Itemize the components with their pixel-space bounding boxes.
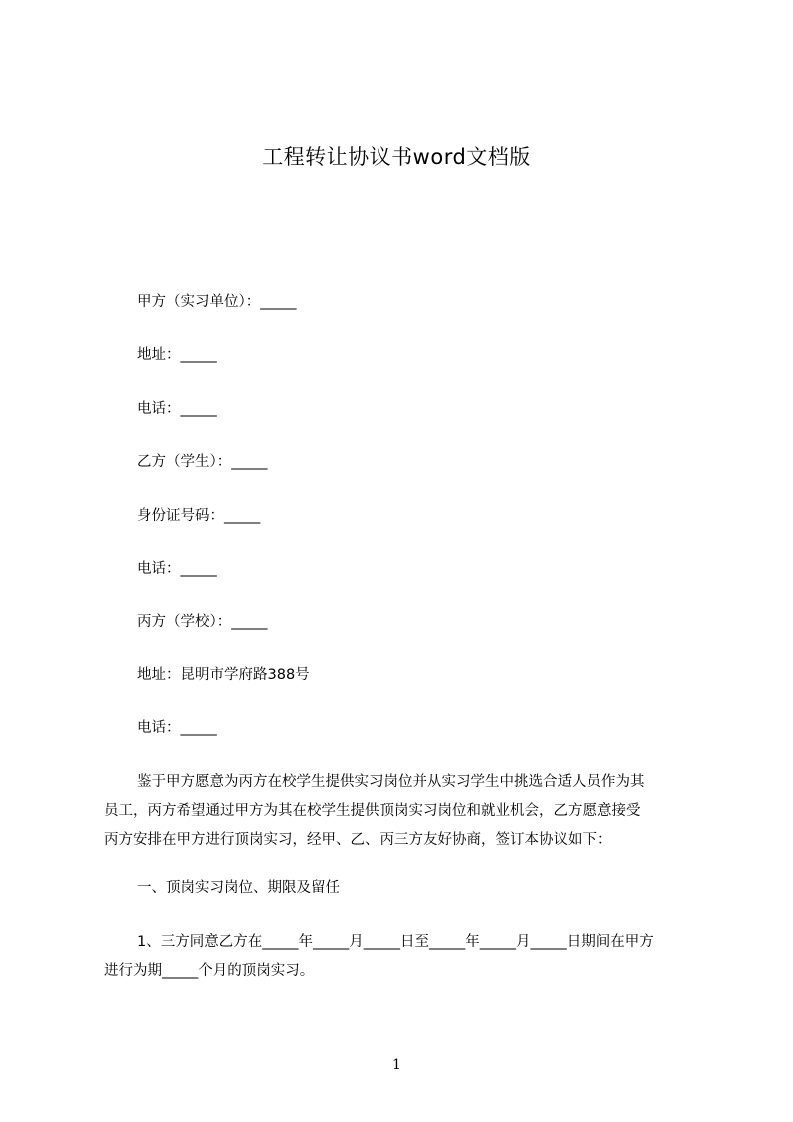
party-a-address-field: 地址：_____ [137, 347, 217, 363]
party-c-phone-field: 电话：_____ [137, 720, 217, 736]
party-b-phone-field: 电话：_____ [137, 561, 217, 577]
intro-line: 丙方安排在甲方进行顶岗实习，经甲、乙、丙三方友好协商，签订本协议如下： [104, 832, 612, 848]
page-number: 1 [392, 1057, 401, 1073]
party-a-field: 甲方（实习单位）：_____ [137, 294, 297, 310]
party-c-field: 丙方（学校）：_____ [137, 614, 268, 630]
party-a-phone-field: 电话：_____ [137, 401, 217, 417]
intro-paragraph [104, 768, 704, 855]
intro-line: 员工，丙方希望通过甲方为其在校学生提供顶岗实习岗位和就业机会，乙方愿意接受 [104, 803, 641, 819]
intro-line: 鉴于甲方愿意为丙方在校学生提供实习岗位并从实习学生中挑选合适人员作为其 [137, 774, 645, 790]
party-b-field: 乙方（学生）：_____ [137, 454, 268, 470]
party-c-address-field: 地址：昆明市学府路388号 [137, 667, 310, 683]
id-number-field: 身份证号码：_____ [137, 508, 261, 524]
section-heading: 一、顶岗实习岗位、期限及留任 [137, 880, 340, 896]
document-title: 工程转让协议书word文档版 [262, 145, 531, 169]
clause-line: 1、三方同意乙方在_____年_____月_____日至_____年_____月_____日期间在甲方 [137, 934, 654, 950]
clause-line: 进行为期_____个月的顶岗实习。 [104, 963, 315, 979]
clause-paragraph [104, 928, 704, 986]
